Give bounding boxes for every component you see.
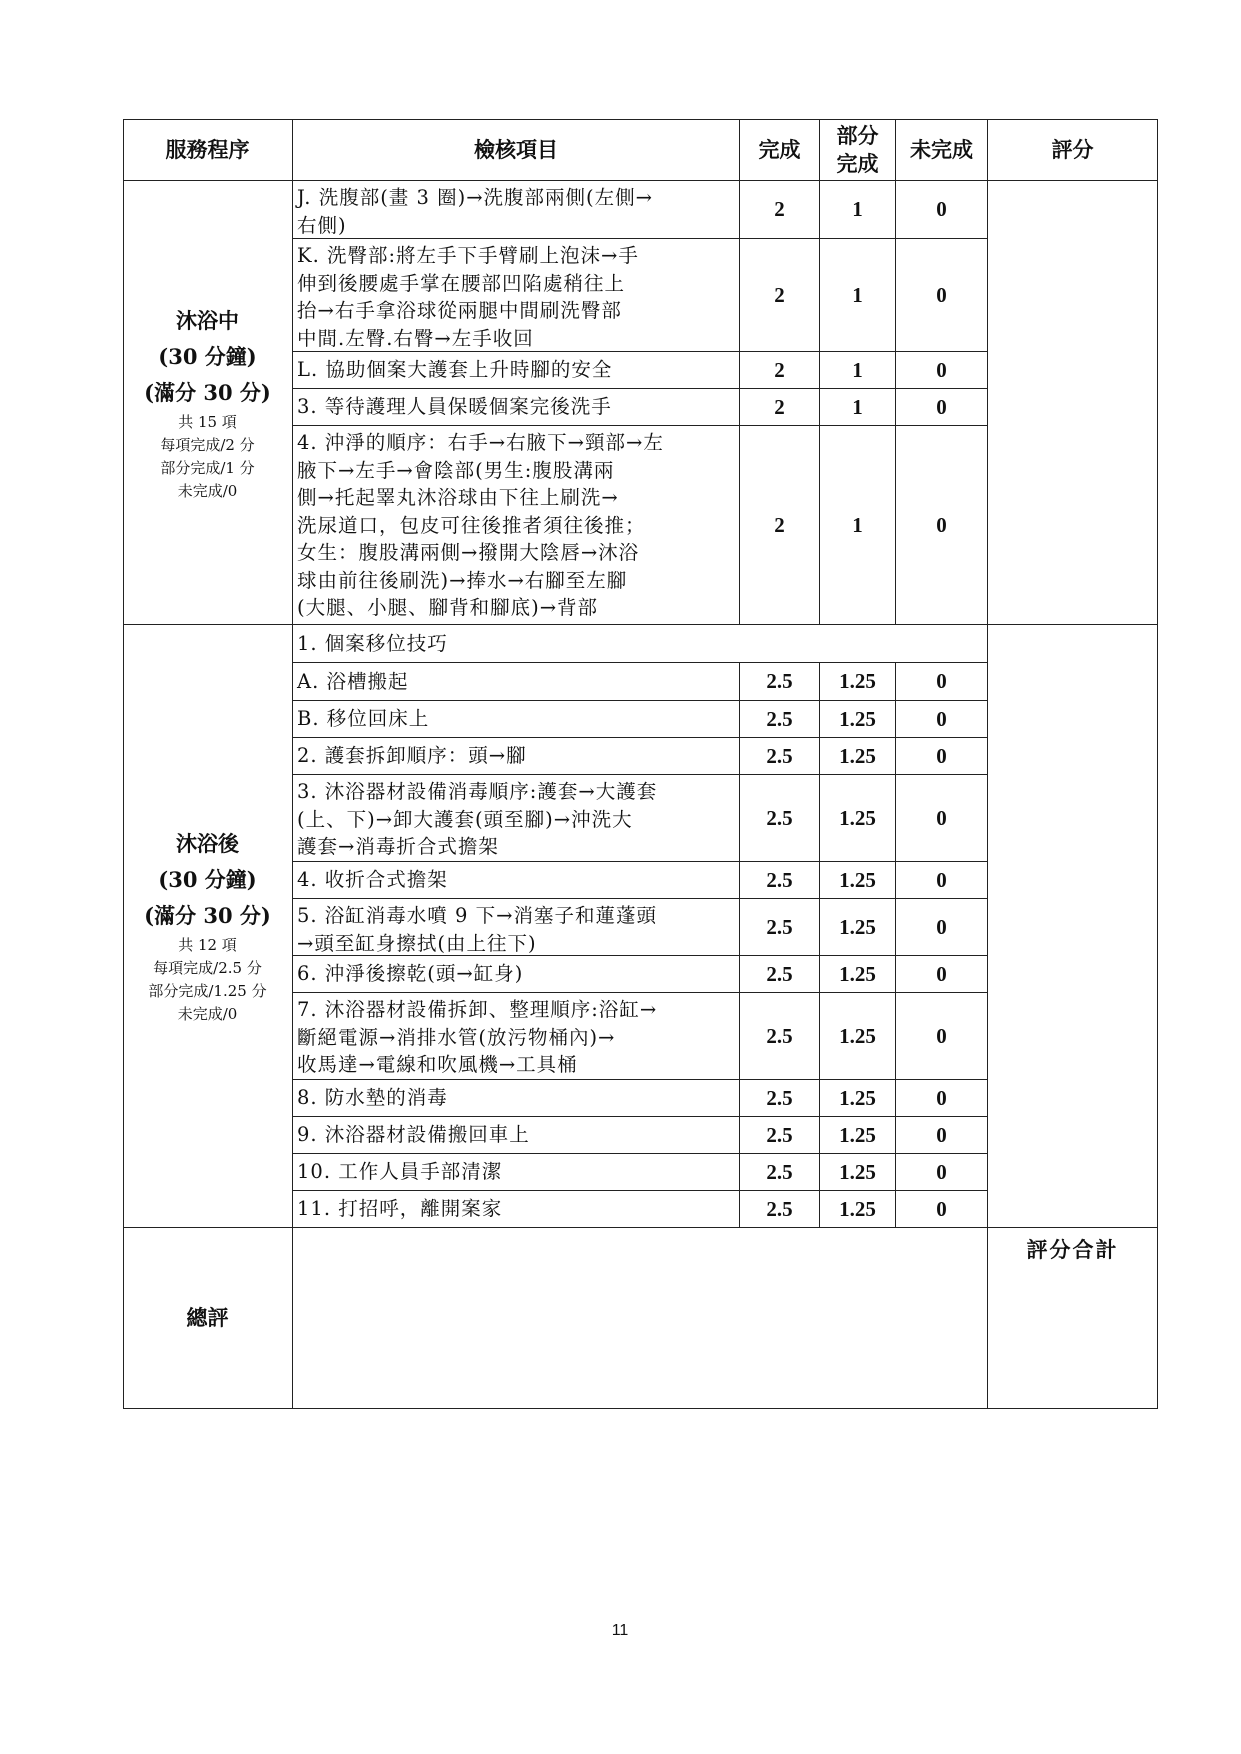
header-incomplete [896, 119, 988, 181]
after-row-9-text [293, 1080, 740, 1117]
after-row-3-line-1: 2. 護套拆卸順序：頭→腳 [297, 744, 527, 768]
header-incomplete-label: 未完成 [910, 136, 973, 162]
during-row-4-text [293, 389, 740, 426]
after-row-1-partial [820, 663, 896, 701]
during-row-1-line-2: 右側) [297, 213, 347, 237]
after-row-11-complete-value: 2.5 [766, 1159, 793, 1184]
after-row-7-partial-value: 1.25 [839, 961, 876, 986]
after-row-7-line-1: 6. 沖淨後擦乾(頭→缸身) [297, 962, 524, 986]
after-row-5-incomplete-value: 0 [936, 867, 947, 892]
during-row-5-line-5: 女生：腹股溝兩側→撥開大陰唇→沐浴 [297, 541, 640, 564]
section-after-rule-partial: 部分完成/1.25 分 [148, 982, 267, 1000]
after-row-6-line-2: →頭至缸身擦拭(由上往下) [297, 931, 537, 955]
after-score-cell [988, 625, 1158, 1228]
after-row-1-partial-value: 1.25 [839, 669, 876, 693]
after-row-4-complete [740, 775, 820, 862]
during-row-5-incomplete [896, 426, 988, 625]
after-row-4-partial [820, 775, 896, 862]
after-row-12-partial [820, 1191, 896, 1228]
section-after-full-score: (滿分 30 分) [144, 903, 271, 928]
after-row-3-text [293, 738, 740, 775]
after-row-6-incomplete [896, 899, 988, 956]
score-total-label: 評分合計 [1026, 1237, 1119, 1262]
after-row-1-text [293, 663, 740, 701]
after-row-3-text-lines [297, 742, 527, 770]
header-partial-label-line2: 完成 [836, 150, 879, 176]
after-row-5-complete-value: 2.5 [766, 867, 793, 892]
after-row-10-complete [740, 1117, 820, 1154]
during-row-5-partial-value: 1 [852, 512, 863, 537]
after-row-9-incomplete-value: 0 [936, 1085, 947, 1110]
after-row-4-incomplete-value: 0 [936, 805, 947, 830]
during-row-5-line-6: 球由前往後刷洗)→捧水→右腳至左腳 [297, 568, 628, 592]
after-row-4-line-1: 3. 沐浴器材設備消毒順序:護套→大護套 [297, 780, 658, 803]
section-during-duration: (30 分鐘) [158, 343, 257, 369]
during-row-4-partial [820, 389, 896, 426]
after-row-4-partial-value: 1.25 [839, 805, 876, 830]
during-row-4-incomplete-value: 0 [936, 394, 947, 419]
during-row-2-line-1: K. 洗臀部:將左手下手臂刷上泡沫→手 [297, 244, 639, 267]
after-row-7-incomplete-value: 0 [936, 961, 947, 986]
after-row-12-partial-value: 1.25 [839, 1196, 876, 1221]
summary-label-cell [123, 1228, 293, 1409]
after-row-4-text [293, 775, 740, 862]
section-after [123, 625, 293, 1228]
after-row-8-complete [740, 993, 820, 1080]
during-row-5-text-lines [297, 429, 664, 622]
during-row-1-text-lines [297, 184, 653, 239]
after-row-8-text [293, 993, 740, 1080]
after-heading [293, 625, 988, 663]
during-row-1-partial-value: 1 [852, 197, 863, 221]
after-row-11-partial [820, 1154, 896, 1191]
header-score-label: 評分 [1051, 136, 1094, 162]
after-row-6-text [293, 899, 740, 956]
during-row-2-text-lines [297, 242, 639, 352]
during-row-1-complete [740, 181, 820, 239]
after-row-12-line-1: 11. 打招呼，離開案家 [297, 1197, 503, 1221]
after-row-6-complete-value: 2.5 [766, 914, 793, 939]
after-row-6-partial [820, 899, 896, 956]
after-row-6-partial-value: 1.25 [839, 914, 876, 939]
after-row-7-incomplete [896, 956, 988, 993]
section-during-title: 沐浴中 [176, 307, 239, 333]
after-row-8-line-1: 7. 沐浴器材設備拆卸、整理順序:浴缸→ [297, 998, 658, 1021]
during-row-4-complete [740, 389, 820, 426]
after-row-9-partial [820, 1080, 896, 1117]
after-row-12-complete [740, 1191, 820, 1228]
after-row-6-line-1: 5. 浴缸消毒水噴 9 下→消塞子和蓮蓬頭 [297, 904, 657, 927]
header-partial-label-line1: 部分 [836, 122, 879, 148]
after-row-5-text [293, 862, 740, 899]
during-row-5-line-7: (大腿、小腿、腳背和腳底)→背部 [297, 596, 599, 619]
during-row-4-complete-value: 2 [774, 394, 785, 419]
after-row-1-incomplete-value: 0 [936, 669, 947, 693]
during-row-3-partial [820, 352, 896, 389]
during-row-5-incomplete-value: 0 [936, 512, 947, 537]
during-row-1-text [293, 181, 740, 239]
after-row-8-line-3: 收馬達→電線和吹風機→工具桶 [297, 1053, 578, 1076]
section-after-rule-complete: 每項完成/2.5 分 [153, 959, 262, 977]
during-row-4-partial-value: 1 [852, 394, 863, 419]
after-row-4-complete-value: 2.5 [766, 805, 793, 830]
after-row-10-incomplete-value: 0 [936, 1122, 947, 1147]
after-row-11-line-1: 10. 工作人員手部清潔 [297, 1160, 503, 1184]
during-row-1-incomplete [896, 181, 988, 239]
during-row-2-partial [820, 239, 896, 352]
section-during-rule-incomplete: 未完成/0 [177, 481, 238, 500]
header-complete-label: 完成 [758, 136, 801, 162]
during-row-2-text [293, 239, 740, 352]
during-row-2-complete [740, 239, 820, 352]
during-row-4-line-1: 3. 等待護理人員保暖個案完後洗手 [297, 395, 612, 419]
after-row-3-partial [820, 738, 896, 775]
during-row-4-text-lines [297, 393, 612, 421]
after-row-10-complete-value: 2.5 [766, 1122, 793, 1147]
section-after-title: 沐浴後 [176, 831, 239, 856]
header-partial [820, 119, 896, 181]
section-after-duration: (30 分鐘) [158, 867, 257, 892]
after-row-3-partial-value: 1.25 [839, 743, 876, 768]
during-row-4-incomplete [896, 389, 988, 426]
after-heading-label: 1. 個案移位技巧 [297, 631, 448, 655]
during-row-1-complete-value: 2 [774, 197, 785, 221]
after-row-3-incomplete [896, 738, 988, 775]
after-row-10-text [293, 1117, 740, 1154]
after-row-1-complete [740, 663, 820, 701]
during-row-5-line-3: 側→托起睪丸沐浴球由下往上刷洗→ [297, 486, 619, 509]
header-procedure-label: 服務程序 [165, 136, 250, 162]
during-row-5-complete-value: 2 [774, 512, 785, 537]
after-row-5-line-1: 4. 收折合式擔架 [297, 868, 448, 892]
after-row-7-text [293, 956, 740, 993]
after-row-9-text-lines [297, 1084, 448, 1112]
during-row-2-line-4: 中間.左臀.右臀→左手收回 [297, 326, 534, 350]
after-row-9-partial-value: 1.25 [839, 1085, 876, 1110]
during-row-3-complete [740, 352, 820, 389]
section-after-rule-incomplete: 未完成/0 [177, 1005, 238, 1023]
after-row-4-incomplete [896, 775, 988, 862]
after-row-8-line-2: 斷絕電源→消排水管(放污物桶內)→ [297, 1025, 616, 1049]
after-row-2-partial [820, 701, 896, 738]
during-row-5-partial [820, 426, 896, 625]
after-row-8-partial [820, 993, 896, 1080]
after-row-6-complete [740, 899, 820, 956]
after-row-8-partial-value: 1.25 [839, 1023, 876, 1048]
during-row-3-partial-value: 1 [852, 357, 863, 382]
checklist-table [123, 119, 1158, 1409]
score-total-cell [988, 1228, 1158, 1409]
after-row-9-incomplete [896, 1080, 988, 1117]
after-row-4-text-lines [297, 778, 657, 861]
after-row-2-line-1: B. 移位回床上 [297, 707, 430, 731]
section-after-count: 共 12 項 [178, 936, 237, 954]
after-row-10-partial [820, 1117, 896, 1154]
after-row-12-incomplete [896, 1191, 988, 1228]
during-row-2-incomplete-value: 0 [936, 282, 947, 307]
after-row-6-text-lines [297, 902, 657, 956]
after-row-10-partial-value: 1.25 [839, 1122, 876, 1147]
during-score-cell [988, 181, 1158, 625]
during-row-3-incomplete [896, 352, 988, 389]
after-row-9-complete [740, 1080, 820, 1117]
after-row-8-incomplete [896, 993, 988, 1080]
after-row-8-text-lines [297, 996, 657, 1079]
during-row-1-line-1: J. 洗腹部(畫 3 圈)→洗腹部兩側(左側→ [297, 186, 654, 209]
after-row-11-text [293, 1154, 740, 1191]
after-row-12-incomplete-value: 0 [936, 1196, 947, 1221]
header-item-label: 檢核項目 [474, 136, 558, 162]
after-row-8-incomplete-value: 0 [936, 1023, 947, 1048]
after-row-3-incomplete-value: 0 [936, 743, 947, 768]
during-row-1-incomplete-value: 0 [936, 197, 947, 221]
after-row-8-complete-value: 2.5 [766, 1023, 793, 1048]
during-row-1-partial [820, 181, 896, 239]
summary-comment-area [293, 1228, 988, 1409]
after-row-6-incomplete-value: 0 [936, 914, 947, 939]
during-row-3-text [293, 352, 740, 389]
header-procedure [123, 119, 293, 181]
after-row-1-text-lines [297, 668, 408, 696]
after-row-9-complete-value: 2.5 [766, 1085, 793, 1110]
header-score [988, 119, 1158, 181]
during-row-2-partial-value: 1 [852, 282, 863, 307]
after-row-9-line-1: 8. 防水墊的消毒 [297, 1086, 448, 1110]
after-row-1-line-1: A. 浴槽搬起 [297, 669, 409, 693]
after-row-5-complete [740, 862, 820, 899]
during-row-5-line-2: 腋下→左手→會陰部(男生:腹股溝兩 [297, 458, 615, 482]
section-during-count: 共 15 項 [178, 412, 237, 431]
during-row-3-text-lines [297, 356, 612, 384]
after-row-4-line-2: (上、下)→卸大護套(頭至腳)→沖洗大 [297, 807, 633, 831]
after-row-11-incomplete-value: 0 [936, 1159, 947, 1184]
during-row-5-text [293, 426, 740, 625]
after-row-12-complete-value: 2.5 [766, 1196, 793, 1221]
during-row-5-line-4: 洗尿道口，包皮可往後推者須往後推； [297, 513, 646, 537]
page-number: 11 [611, 1622, 629, 1639]
during-row-3-incomplete-value: 0 [936, 357, 947, 382]
after-row-1-incomplete [896, 663, 988, 701]
summary-label: 總評 [186, 1305, 229, 1330]
header-complete [740, 119, 820, 181]
after-row-5-incomplete [896, 862, 988, 899]
during-row-2-complete-value: 2 [774, 282, 785, 307]
after-row-2-text [293, 701, 740, 738]
during-row-5-line-1: 4. 沖淨的順序：右手→右腋下→頸部→左 [297, 431, 664, 454]
section-during [123, 181, 293, 625]
during-row-2-incomplete [896, 239, 988, 352]
after-row-11-partial-value: 1.25 [839, 1159, 876, 1184]
after-row-7-text-lines [297, 960, 523, 988]
after-row-11-incomplete [896, 1154, 988, 1191]
after-row-2-incomplete-value: 0 [936, 706, 947, 731]
after-row-7-complete-value: 2.5 [766, 961, 793, 986]
after-row-10-text-lines [297, 1121, 530, 1149]
after-row-12-text-lines [297, 1195, 502, 1223]
after-row-11-text-lines [297, 1158, 502, 1186]
during-row-5-complete [740, 426, 820, 625]
after-row-5-text-lines [297, 866, 448, 894]
after-row-2-text-lines [297, 705, 429, 733]
after-row-3-complete [740, 738, 820, 775]
during-row-3-line-1: L. 協助個案大護套上升時腳的安全 [297, 358, 613, 382]
section-during-rule-partial: 部分完成/1 分 [160, 458, 255, 477]
header-item [293, 119, 740, 181]
after-row-2-complete-value: 2.5 [766, 706, 793, 731]
after-row-10-incomplete [896, 1117, 988, 1154]
after-row-2-complete [740, 701, 820, 738]
after-row-2-incomplete [896, 701, 988, 738]
after-row-11-complete [740, 1154, 820, 1191]
after-row-7-complete [740, 956, 820, 993]
during-row-2-line-2: 伸到後腰處手掌在腰部凹陷處稍往上 [297, 271, 626, 295]
section-during-rule-complete: 每項完成/2 分 [160, 435, 255, 454]
after-row-5-partial [820, 862, 896, 899]
after-row-4-line-3: 護套→消毒折合式擔架 [297, 835, 499, 858]
after-row-7-partial [820, 956, 896, 993]
during-row-2-line-3: 抬→右手拿浴球從兩腿中間刷洗臀部 [297, 299, 622, 322]
during-row-3-complete-value: 2 [774, 357, 785, 382]
after-row-1-complete-value: 2.5 [766, 669, 793, 693]
section-during-full-score: (滿分 30 分) [144, 379, 271, 405]
after-row-12-text [293, 1191, 740, 1228]
after-row-3-complete-value: 2.5 [766, 743, 793, 768]
after-row-10-line-1: 9. 沐浴器材設備搬回車上 [297, 1123, 530, 1147]
after-row-2-partial-value: 1.25 [839, 706, 876, 731]
after-row-5-partial-value: 1.25 [839, 867, 876, 892]
